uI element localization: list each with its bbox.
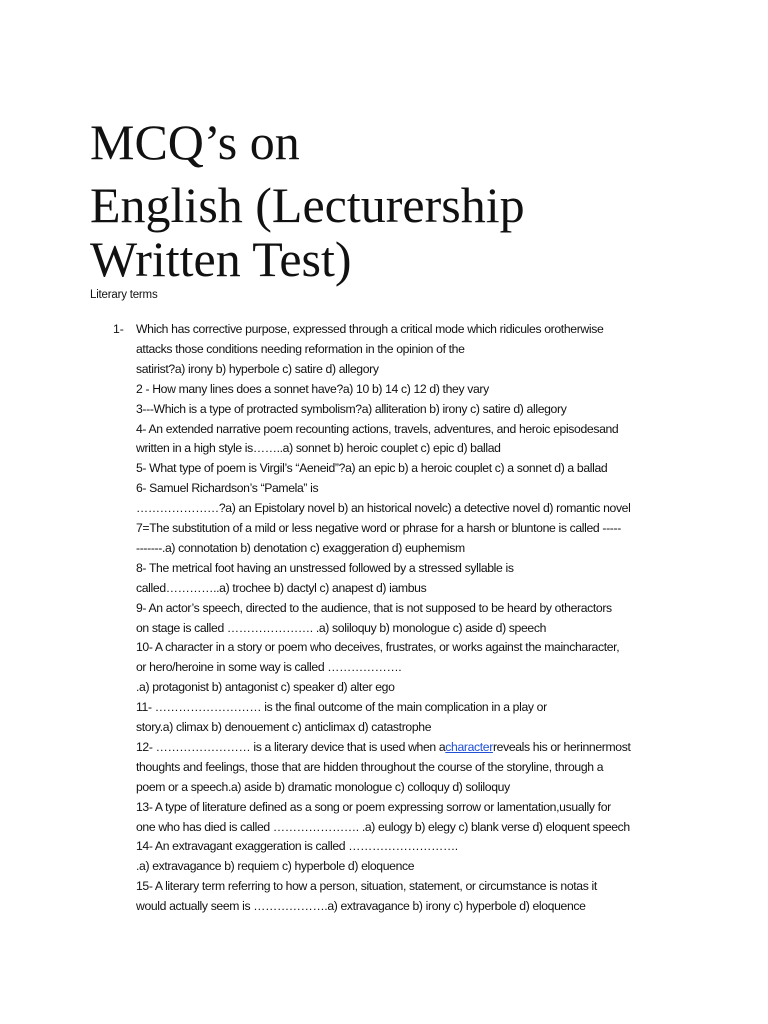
- question-line: .a) protagonist b) antagonist c) speaker d) alter ego: [136, 680, 395, 695]
- question-line: 14- An extravagant exaggeration is called ……………………….: [136, 839, 458, 854]
- question-text: 12- …………………… is a literary device that is used when a: [136, 739, 446, 754]
- question-line: on stage is called …………………. .a) soliloquy b) monologue c) aside d) speech: [136, 620, 547, 635]
- question-text: reveals his or herinnermost: [492, 739, 631, 754]
- question-line: 15- A literary term referring to how a person, situation, statement, or circumstance is notas it: [136, 879, 597, 894]
- list-item-number: 1-: [113, 322, 124, 336]
- question-line: written in a high style is……..a) sonnet b) heroic couplet c) epic d) ballad: [136, 441, 501, 456]
- question-line: 7=The substitution of a mild or less negative word or phrase for a harsh or bluntone is called -----: [136, 521, 621, 535]
- question-line: thoughts and feelings, those that are hidden throughout the course of the storyline, through a: [136, 759, 604, 774]
- question-line: 2 - How many lines does a sonnet have?a) 10 b) 14 c) 12 d) they vary: [136, 381, 489, 396]
- question-line: 11- ……………………… is the final outcome of the main complication in a play or: [136, 700, 547, 715]
- question-line: 13- A type of literature defined as a song or poem expressing sorrow or lamentation,usually for: [136, 799, 611, 814]
- question-line: -------.a) connotation b) denotation c) exaggeration d) euphemism: [136, 540, 465, 555]
- question-line: [136, 739, 630, 755]
- question-line: attacks those conditions needing reformation in the opinion of the: [136, 341, 465, 356]
- question-line: 10- A character in a story or poem who deceives, frustrates, or works against the maincharacter,: [136, 640, 620, 655]
- question-line: or hero/heroine in some way is called ……………….: [136, 660, 402, 675]
- section-heading: Literary terms: [90, 289, 158, 301]
- page-title-line-1: MCQ’s on: [90, 114, 300, 170]
- question-line: 9- An actor’s speech, directed to the audience, that is not supposed to be heard by otheractors: [136, 600, 612, 615]
- page-title-line-3: Written Test): [90, 231, 352, 287]
- page-title-line-2: English (Lecturership: [90, 177, 525, 233]
- question-line: 8- The metrical foot having an unstressed followed by a stressed syllable is: [136, 560, 514, 575]
- question-line: .a) extravagance b) requiem c) hyperbole d) eloquence: [136, 859, 415, 874]
- question-line: poem or a speech.a) aside b) dramatic monologue c) colloquy d) soliloquy: [136, 779, 510, 794]
- question-line: would actually seem is ……………….a) extravagance b) irony c) hyperbole d) eloquence: [136, 899, 586, 914]
- question-line: called…………..a) trochee b) dactyl c) anapest d) iambus: [136, 580, 427, 595]
- question-line: one who has died is called …………………. .a) eulogy b) elegy c) blank verse d) eloquent speech: [136, 819, 630, 834]
- question-line: …………………?a) an Epistolary novel b) an historical novelc) a detective novel d) romantic novel: [136, 501, 631, 516]
- question-line: story.a) climax b) denouement c) anticlimax d) catastrophe: [136, 720, 432, 734]
- question-line: 5- What type of poem is Virgil’s “Aeneid”?a) an epic b) a heroic couplet c) a sonnet d) a ballad: [136, 461, 608, 476]
- character-link[interactable]: character: [445, 739, 493, 754]
- question-line: 6- Samuel Richardson’s “Pamela” is: [136, 481, 319, 496]
- question-line: satirist?a) irony b) hyperbole c) satire d) allegory: [136, 361, 379, 376]
- question-line: Which has corrective purpose, expressed through a critical mode which ridicules orotherwise: [136, 322, 604, 336]
- question-line: 4- An extended narrative poem recounting actions, travels, adventures, and heroic episodesand: [136, 421, 619, 436]
- question-line: 3---Which is a type of protracted symbolism?a) alliteration b) irony c) satire d) allegory: [136, 401, 567, 416]
